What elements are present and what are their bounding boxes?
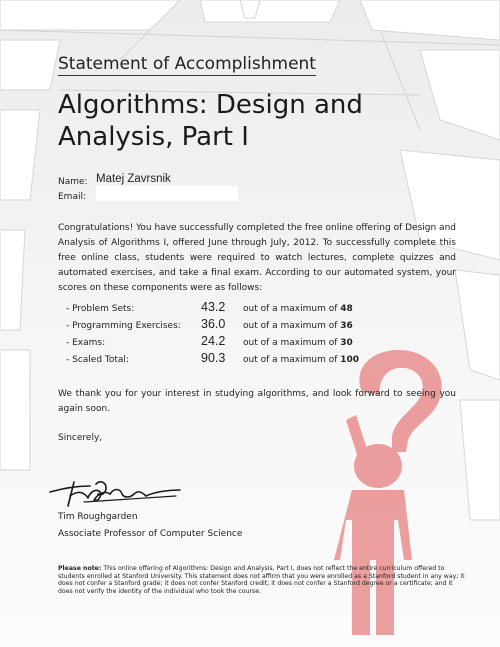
- score-value: 24.2: [201, 334, 226, 348]
- note-label: Please note:: [58, 565, 102, 572]
- score-max-value: 36: [340, 321, 353, 331]
- email-label: Email:: [58, 192, 87, 202]
- score-value: 43.2: [201, 300, 226, 314]
- email-row: [58, 192, 96, 202]
- score-max-value: 100: [340, 355, 360, 365]
- thank-you-paragraph: We thank you for your interest in studying algorithms, and look forward to seeing you again soon.: [58, 389, 456, 414]
- note-text: This online offering of Algorithms: Design and Analysis, Part I, does not reflect the entire curriculum offered to students enrolled at Stanford University. This statement does not affirm that you were enrolled as a Stanford student in any way; it does not confer a Stanford grade; it does not confer Stanford credit; it does not confer a Stanford degree or a certificate; and it does not verify the identity of the individual who took the course.: [58, 565, 465, 595]
- score-max: [243, 321, 353, 331]
- congratulations-paragraph: Congratulations! You have successfully completed the free online offering of Design and Analysis of Algorithms I, offered June through July, 2012. To successfully complete this free online class, students were required to watch lectures, complete quizzes and automated exercises, and take a final exam. According to our automated system, your scores on these components were as follows:: [58, 223, 456, 293]
- name-label: Name:: [58, 177, 88, 187]
- score-max-value: 30: [340, 338, 353, 348]
- score-max: [243, 338, 353, 348]
- score-row-scaled-total: [66, 351, 406, 368]
- score-value: 36.0: [201, 317, 226, 331]
- score-row-programming-exercises: [66, 317, 406, 334]
- document-heading: Statement of Accomplishment: [58, 54, 316, 74]
- score-component: - Scaled Total:: [66, 355, 129, 365]
- score-max-prefix: out of a maximum of: [243, 321, 338, 331]
- score-max-prefix: out of a maximum of: [243, 355, 338, 365]
- score-max: [243, 304, 353, 314]
- handwritten-signature-icon: [44, 474, 184, 510]
- score-max-prefix: out of a maximum of: [243, 304, 338, 314]
- closing-text: Sincerely,: [58, 433, 103, 443]
- signer-name: Tim Roughgarden: [58, 512, 138, 522]
- email-redaction: [96, 186, 238, 201]
- name-row: [58, 177, 96, 187]
- score-max: [243, 355, 359, 365]
- score-row-exams: [66, 334, 406, 351]
- disclaimer-note: [58, 565, 466, 595]
- score-row-problem-sets: [66, 300, 406, 317]
- score-value: 90.3: [201, 351, 226, 365]
- score-max-prefix: out of a maximum of: [243, 338, 338, 348]
- course-title: Algorithms: Design and Analysis, Part I: [58, 90, 363, 152]
- student-name: Matej Zavrsnik: [96, 173, 171, 185]
- score-max-value: 48: [340, 304, 353, 314]
- score-component: - Programming Exercises:: [66, 321, 181, 331]
- score-component: - Problem Sets:: [66, 304, 135, 314]
- signer-title: Associate Professor of Computer Science: [58, 529, 243, 539]
- score-component: - Exams:: [66, 338, 106, 348]
